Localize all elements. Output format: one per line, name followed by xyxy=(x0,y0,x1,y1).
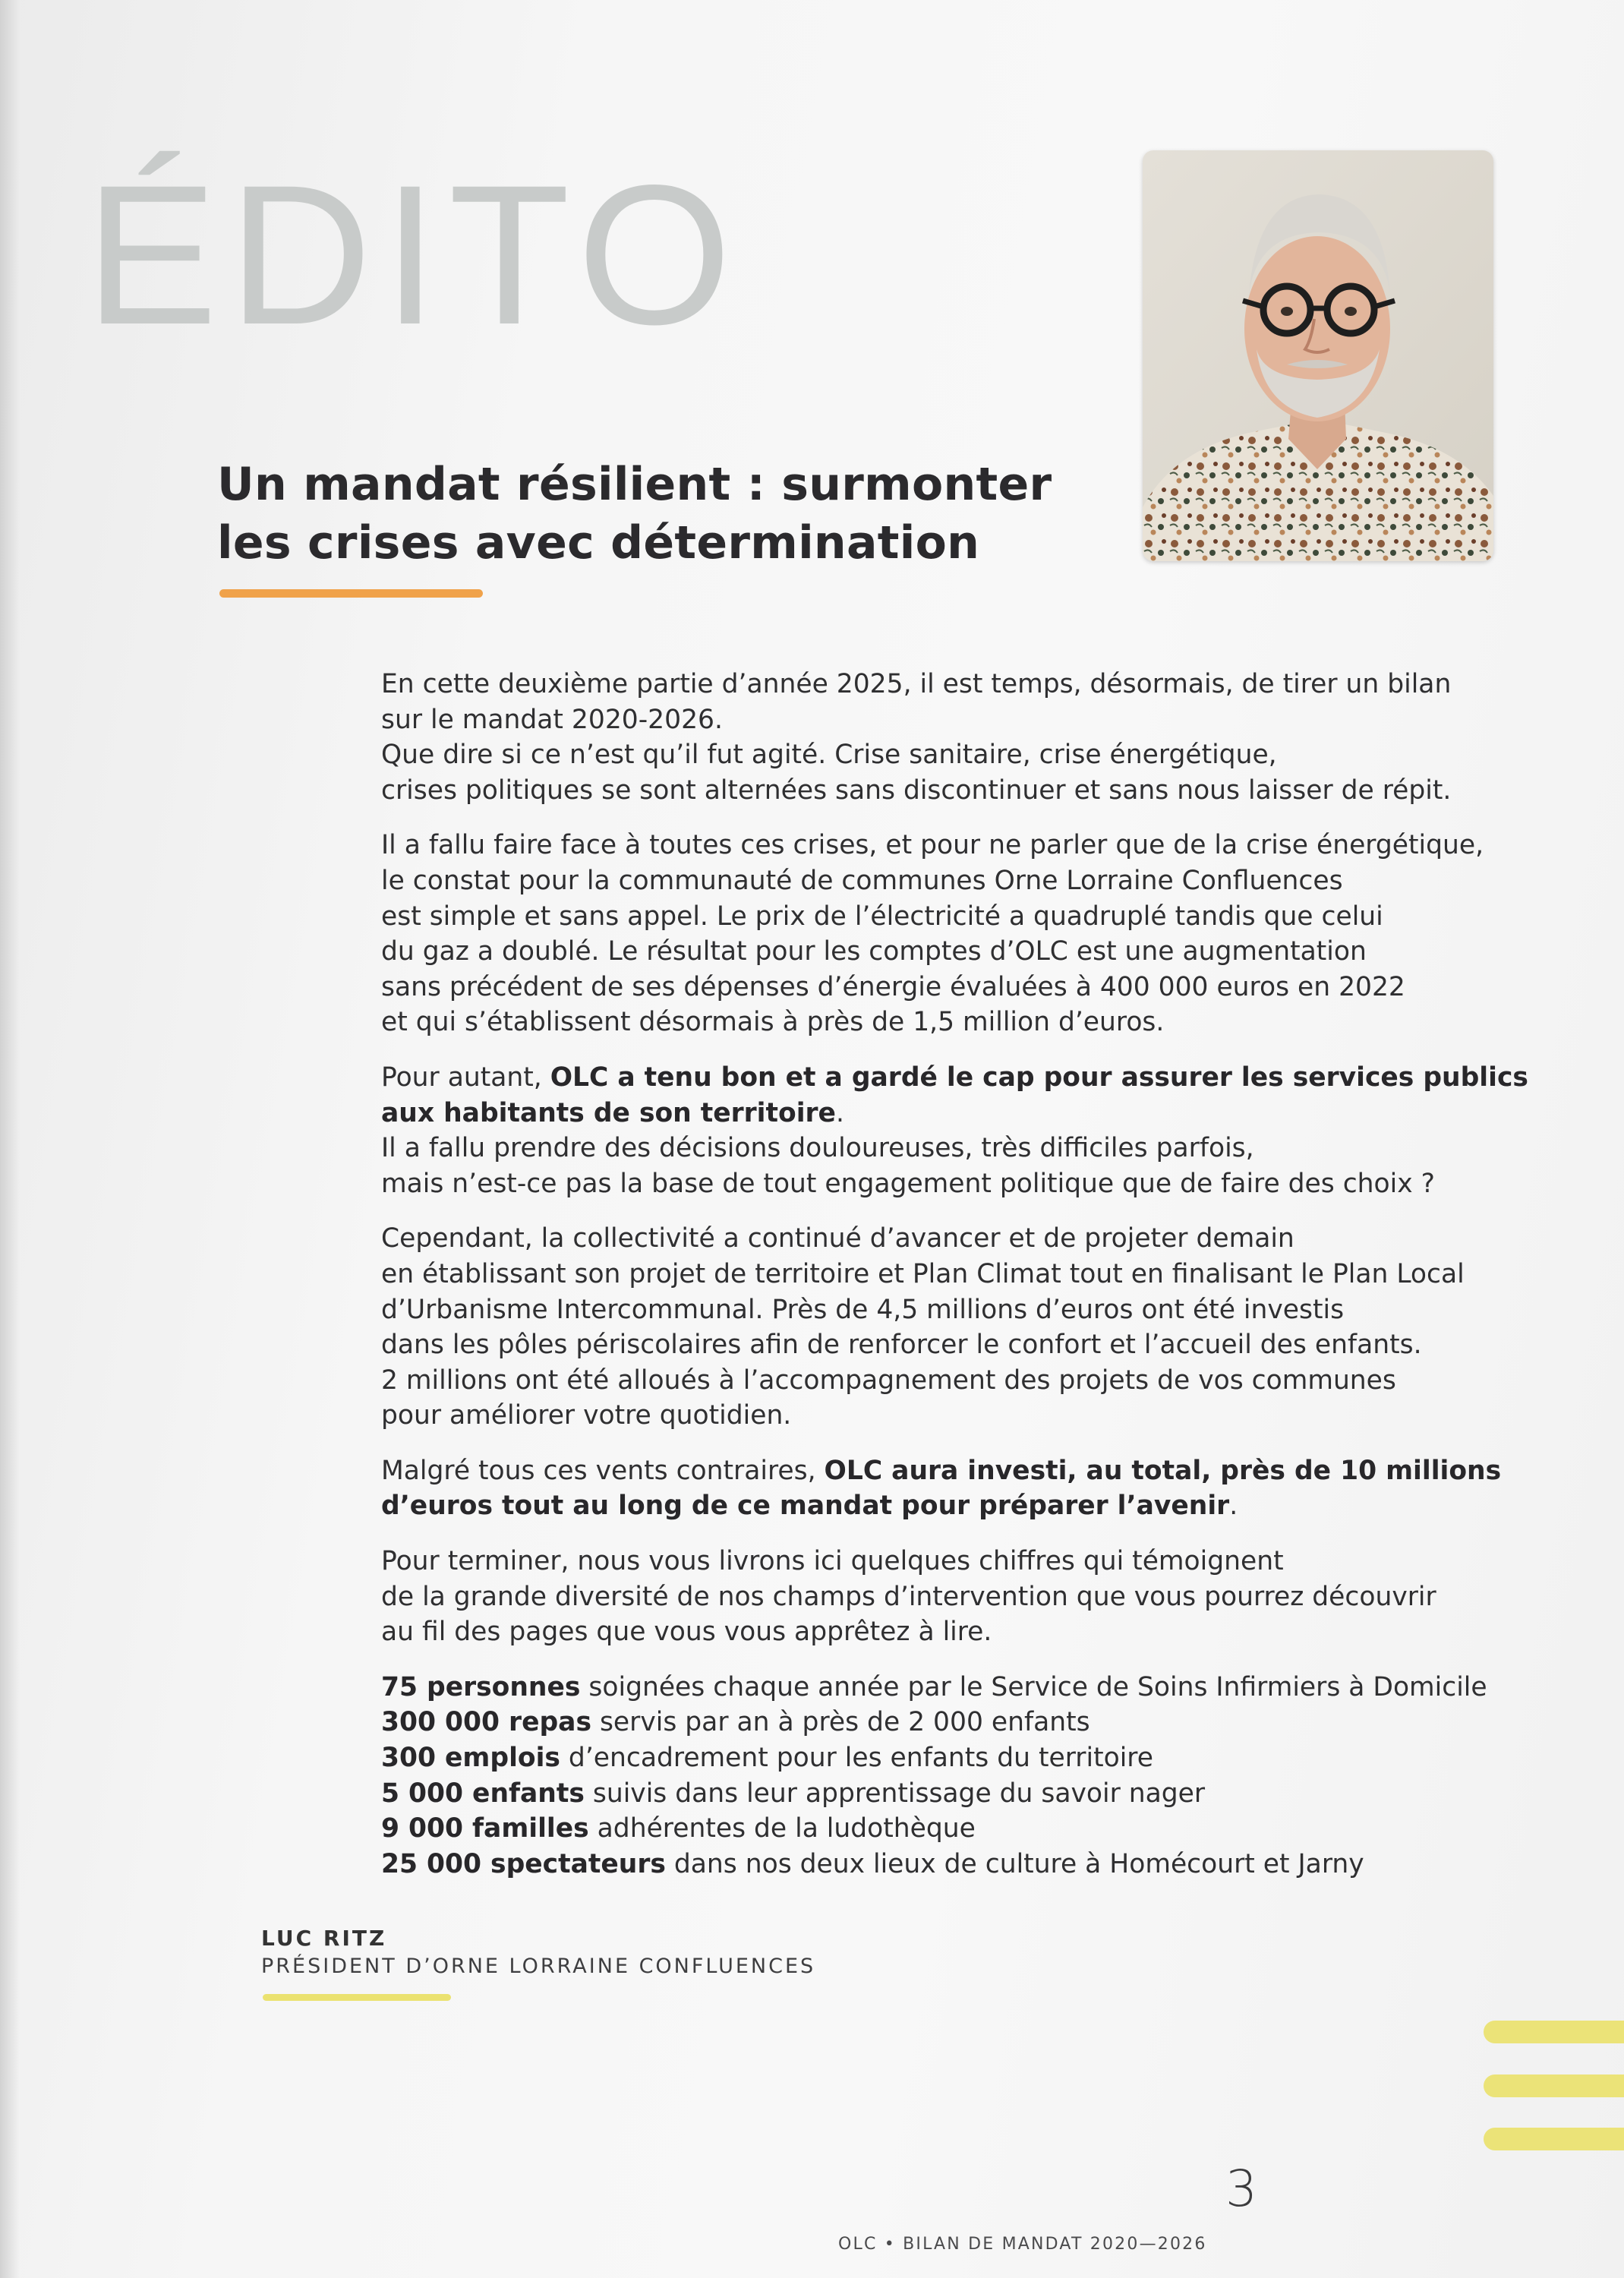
bold-text: aux habitants de son territoire xyxy=(381,1097,836,1128)
figure-value: 5 000 enfants xyxy=(381,1778,585,1809)
paragraph-line: 2 millions ont été alloués à l’accompagnement des projets de vos communes xyxy=(381,1365,1396,1396)
paragraph-line: En cette deuxième partie d’année 2025, il est temps, désormais, de tirer un bilan xyxy=(381,669,1452,699)
signature-underline xyxy=(263,1994,451,2001)
paragraph-energy-crisis xyxy=(381,828,1503,1040)
paragraph-intro xyxy=(381,667,1503,808)
figure-value: 9 000 familles xyxy=(381,1813,589,1844)
figure-text: soignées chaque année par le Service de Soins Infirmiers à Domicile xyxy=(580,1671,1487,1702)
bold-text: OLC a tenu bon et a gardé le cap pour assurer les services publics xyxy=(550,1062,1528,1093)
paragraph-line: Pour terminer, nous vous livrons ici quelques chiffres qui témoignent xyxy=(381,1546,1284,1577)
paragraph-line xyxy=(381,1488,1503,1524)
decorative-bar xyxy=(1484,2074,1624,2097)
paragraph-line: en établissant son projet de territoire et Plan Climat tout en finalisant le Plan Local xyxy=(381,1258,1465,1289)
figure-value: 300 emplois xyxy=(381,1743,560,1774)
headline xyxy=(217,456,1098,573)
editorial-body xyxy=(381,667,1528,1901)
figure-text: adhérentes de la ludothèque xyxy=(588,1813,976,1844)
paragraph-public-services xyxy=(381,1060,1528,1201)
paragraph-conclusion xyxy=(381,1544,1503,1650)
figure-text: servis par an à près de 2 000 enfants xyxy=(591,1707,1090,1738)
key-figure xyxy=(381,1811,1503,1847)
key-figure xyxy=(381,1740,1503,1776)
paragraph-line: et qui s’établissent désormais à près de 1,5 million d’euros. xyxy=(381,1007,1165,1038)
text-run: . xyxy=(1229,1491,1238,1522)
paragraph-line: d’Urbanisme Intercommunal. Près de 4,5 millions d’euros ont été investis xyxy=(381,1294,1345,1325)
paragraph-line xyxy=(381,1060,1528,1096)
bold-text: OLC aura investi, au total, près de 10 millions xyxy=(824,1455,1502,1486)
paragraph-line: est simple et sans appel. Le prix de l’électricité a quadruplé tandis que celui xyxy=(381,901,1383,932)
paragraph-line: pour améliorer votre quotidien. xyxy=(381,1400,792,1431)
paragraph-investment xyxy=(381,1453,1503,1524)
figure-text: dans nos deux lieux de culture à Homécourt et Jarny xyxy=(665,1848,1364,1879)
bold-text: d’euros tout au long de ce mandat pour préparer l’avenir xyxy=(381,1491,1230,1522)
figure-value: 300 000 repas xyxy=(381,1707,591,1738)
paragraph-line: le constat pour la communauté de communes Orne Lorraine Confluences xyxy=(381,865,1343,896)
headline-line-1: Un mandat résilient : surmonter xyxy=(217,458,1052,511)
decorative-bar xyxy=(1484,2128,1624,2150)
headline-underline xyxy=(219,589,483,598)
key-figure xyxy=(381,1670,1503,1705)
key-figure xyxy=(381,1705,1503,1740)
text-run: Pour autant, xyxy=(381,1062,550,1093)
paragraph-line: sur le mandat 2020-2026. xyxy=(381,704,723,735)
page-title: ÉDITO xyxy=(85,144,743,366)
paragraph-line: du gaz a doublé. Le résultat pour les comptes d’OLC est une augmentation xyxy=(381,936,1367,967)
paragraph-line: de la grande diversité de nos champs d’intervention que vous pourrez découvrir xyxy=(381,1581,1436,1612)
signature-role: PRÉSIDENT D’ORNE LORRAINE CONFLUENCES xyxy=(261,1955,816,1978)
paragraph-line: dans les pôles périscolaires afin de renforcer le confort et l’accueil des enfants. xyxy=(381,1330,1422,1361)
paragraph-line: crises politiques se sont alternées sans discontinuer et sans nous laisser de répit. xyxy=(381,775,1452,806)
portrait-photo xyxy=(1143,150,1493,561)
key-figures-list xyxy=(381,1670,1503,1882)
text-run: Malgré tous ces vents contraires, xyxy=(381,1455,825,1486)
figure-value: 75 personnes xyxy=(381,1671,581,1702)
signature-name: LUC RITZ xyxy=(261,1926,387,1951)
paragraph-line xyxy=(381,1453,1503,1489)
text-run: . xyxy=(835,1097,844,1128)
paragraph-line xyxy=(381,1096,1503,1131)
figure-text: suivis dans leur apprentissage du savoir nager xyxy=(584,1778,1206,1809)
page-edge-shadow xyxy=(0,0,20,2278)
paragraph-line: Il a fallu faire face à toutes ces crises, et pour ne parler que de la crise énergétique, xyxy=(381,830,1484,861)
paragraph-line: au fil des pages que vous vous apprêtez à lire. xyxy=(381,1617,992,1648)
page-number: 3 xyxy=(1225,2160,1257,2218)
paragraph-line: Il a fallu prendre des décisions douloureuses, très difficiles parfois, xyxy=(381,1133,1254,1164)
figure-text: d’encadrement pour les enfants du territoire xyxy=(560,1743,1153,1774)
key-figure xyxy=(381,1776,1503,1812)
decorative-bar xyxy=(1484,2021,1624,2043)
paragraph-line: Que dire si ce n’est qu’il fut agité. Crise sanitaire, crise énergétique, xyxy=(381,740,1277,771)
paragraph-line: sans précédent de ses dépenses d’énergie évaluées à 400 000 euros en 2022 xyxy=(381,971,1405,1002)
paragraph-line: mais n’est-ce pas la base de tout engagement politique que de faire des choix ? xyxy=(381,1168,1435,1199)
footer-label: OLC • BILAN DE MANDAT 2020—2026 xyxy=(838,2235,1207,2254)
figure-value: 25 000 spectateurs xyxy=(381,1848,666,1879)
key-figure xyxy=(381,1847,1503,1882)
paragraph-line: Cependant, la collectivité a continué d’avancer et de projeter demain xyxy=(381,1223,1294,1254)
paragraph-projects xyxy=(381,1221,1503,1434)
headline-line-2: les crises avec détermination xyxy=(217,516,980,570)
